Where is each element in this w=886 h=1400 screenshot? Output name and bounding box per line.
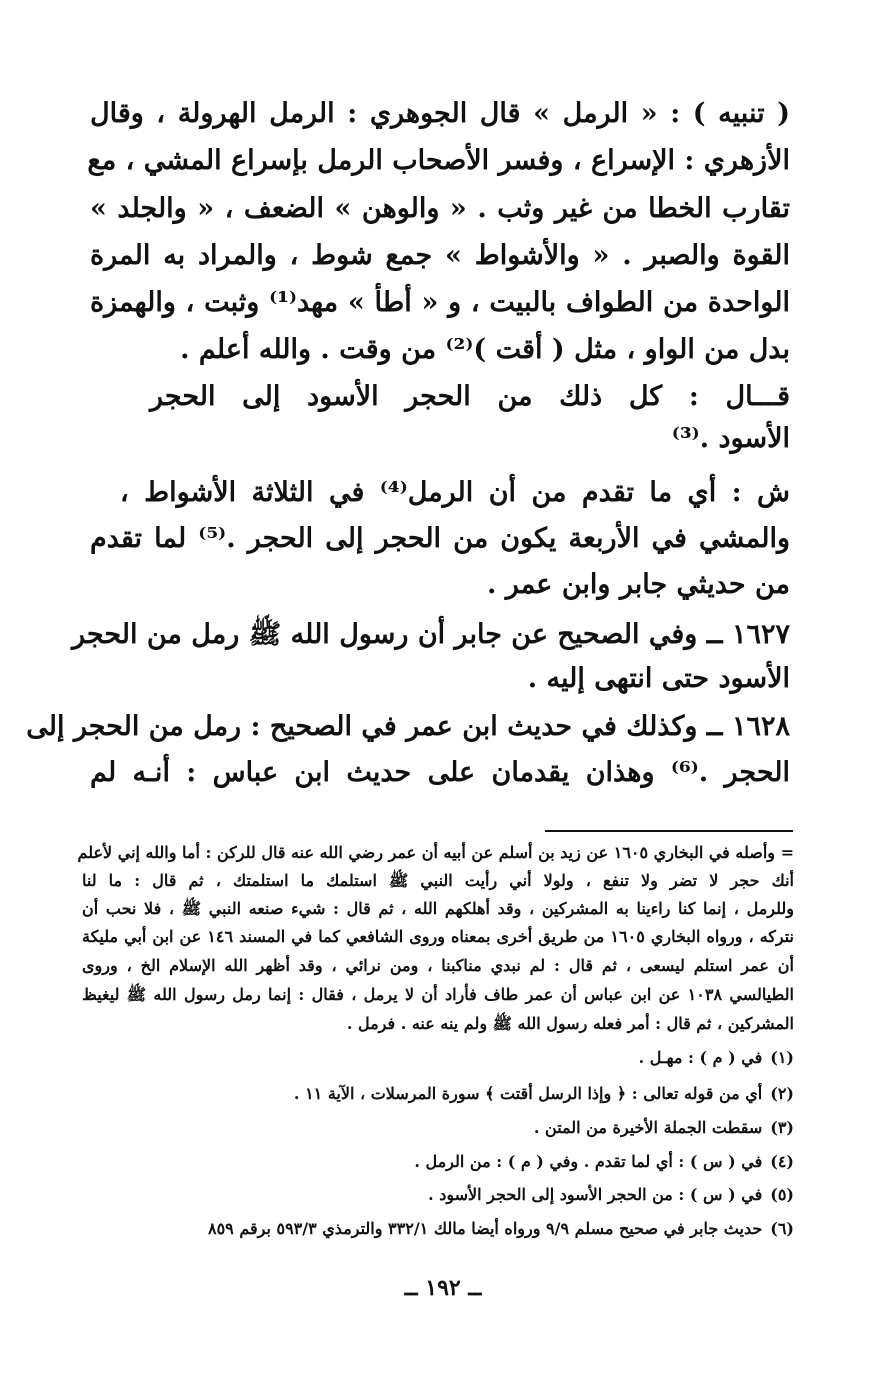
matn-line-1: قـــال : كل ذلك من الحجر الأسود إلى الحجر: [150, 381, 790, 412]
footnote-2-label: (٢): [770, 1084, 794, 1103]
footnote-3-text: سقطت الجملة الأخيرة من المتن .: [533, 1118, 763, 1137]
footnote-4: [82, 1152, 794, 1171]
footnote-6-label: (٦): [770, 1219, 794, 1238]
footnote-separator: [545, 830, 793, 832]
sharh-line-3: من حديثي جابر وابن عمر .: [487, 569, 790, 600]
footnote-4-text: في ( س ) : أي لما تقدم . وفي ( م ) : من الرمل .: [414, 1152, 763, 1171]
footnote-6-text: حديث جابر في صحيح مسلم ٩/٩ ورواه أيضا مالك ٣٣٢/١ والترمذي ٥٩٣/٣ برقم ٨٥٩: [207, 1219, 763, 1238]
footnote-5-label: (٥): [770, 1185, 794, 1204]
matn-line-2: الأسود .⁽³⁾: [671, 423, 790, 454]
footnote-cont-line-2: أنك حجر لا تضر ولا تنفع ، ولولا أني رأيت النبي ﷺ استلمك ما استلمتك ، ثم قال : ما لنا: [82, 871, 795, 890]
footnote-3: [82, 1118, 794, 1137]
footnote-cont-line-4: نتركه ، ورواه البخاري ١٦٠٥ من طريق أخرى بمعناه وروى الشافعي كما في المسند ١٤٦ عن ابن أبي مليكة: [82, 927, 794, 946]
footnote-cont-line-7: المشركين ، ثم قال : أمر فعله رسول الله ﷺ ولم ينه عنه . فرمل .: [346, 1014, 794, 1033]
main-line-1: ( تنبيه ) : « الرمل » قال الجوهري : الرمل الهرولة ، وقال: [90, 98, 790, 129]
footnote-cont-line-3: وللرمل ، إنما كنا راءينا به المشركين ، وقد أهلكهم الله ، ثم قال : شيء صنعه النبي ﷺ ، فلا نحب أن: [82, 899, 794, 918]
footnote-1-text: في ( م ) : مهـل .: [638, 1048, 763, 1067]
main-line-2: الأزهري : الإسراع ، وفسر الأصحاب الرمل بإسراع المشي ، مع: [87, 145, 790, 176]
main-line-4: القوة والصبر . « والأشواط » جمع شوط ، والمراد به المرة: [90, 240, 790, 271]
footnote-cont-line-5: أن عمر استلم ليسعى ، ثم قال : لم نبدي مناكبنا ، ومن نرائي ، وقد أظهر الله الإسلام الخ ، وروى: [82, 956, 794, 975]
footnote-3-label: (٣): [770, 1118, 794, 1137]
sharh-line-1: ش : أي ما تقدم من أن الرمل⁽⁴⁾ في الثلاثة الأشواط ،: [120, 477, 790, 508]
main-line-3: تقارب الخطا من غير وثب . « والوهن » الضعف ، « والجلد »: [90, 193, 790, 224]
hadith-1628-line-1: ١٦٢٨ ــ وكذلك في حديث ابن عمر في الصحيح : رمل من الحجر إلى: [26, 711, 790, 742]
sharh-line-2: والمشي في الأربعة يكون من الحجر إلى الحجر .⁽⁵⁾ لما تقدم: [90, 523, 791, 554]
main-line-6: بدل من الواو ، مثل ( أقت )⁽²⁾ من وقت . والله أعلم .: [180, 334, 790, 365]
hadith-1627-line-1: ١٦٢٧ ــ وفي الصحيح عن جابر أن رسول الله ﷺ رمل من الحجر: [72, 619, 790, 650]
footnote-cont-line-6: الطيالسي ١٠٣٨ عن ابن عباس أن عمر طاف فأراد أن لا يرمل ، فقال : إنما رمل رسول الله ﷺ ليغيظ: [82, 985, 795, 1004]
footnote-2-text: أي من قوله تعالى : ﴿ وإذا الرسل أقتت ﴾ سورة المرسلات ، الآية ١١ .: [293, 1084, 763, 1103]
hadith-1627-line-2: الأسود حتى انتهى إليه .: [527, 663, 790, 694]
footnote-4-label: (٤): [770, 1152, 794, 1171]
footnote-5: [82, 1185, 794, 1204]
footnote-2: [82, 1084, 794, 1103]
footnote-6: [82, 1219, 794, 1238]
main-line-5: الواحدة من الطواف بالبيت ، و « أطأ » مهد⁽¹⁾ وثبت ، والهمزة: [90, 287, 790, 318]
footnote-5-text: في ( س ) : من الحجر الأسود إلى الحجر الأسود .: [428, 1185, 763, 1204]
footnote-1-label: (١): [770, 1048, 794, 1067]
page-number: ــ ١٩٢ ــ: [404, 1275, 482, 1301]
hadith-1628-line-2: الحجر .⁽⁶⁾ وهذان يقدمان على حديث ابن عباس : أنـه لم: [90, 757, 790, 788]
footnote-cont-line-1: = وأصله في البخاري ١٦٠٥ عن زيد بن أسلم عن أبيه أن عمر رضي الله عنه قال للركن : أما والله إني لأعلم: [77, 843, 794, 862]
footnote-1: [82, 1048, 794, 1067]
